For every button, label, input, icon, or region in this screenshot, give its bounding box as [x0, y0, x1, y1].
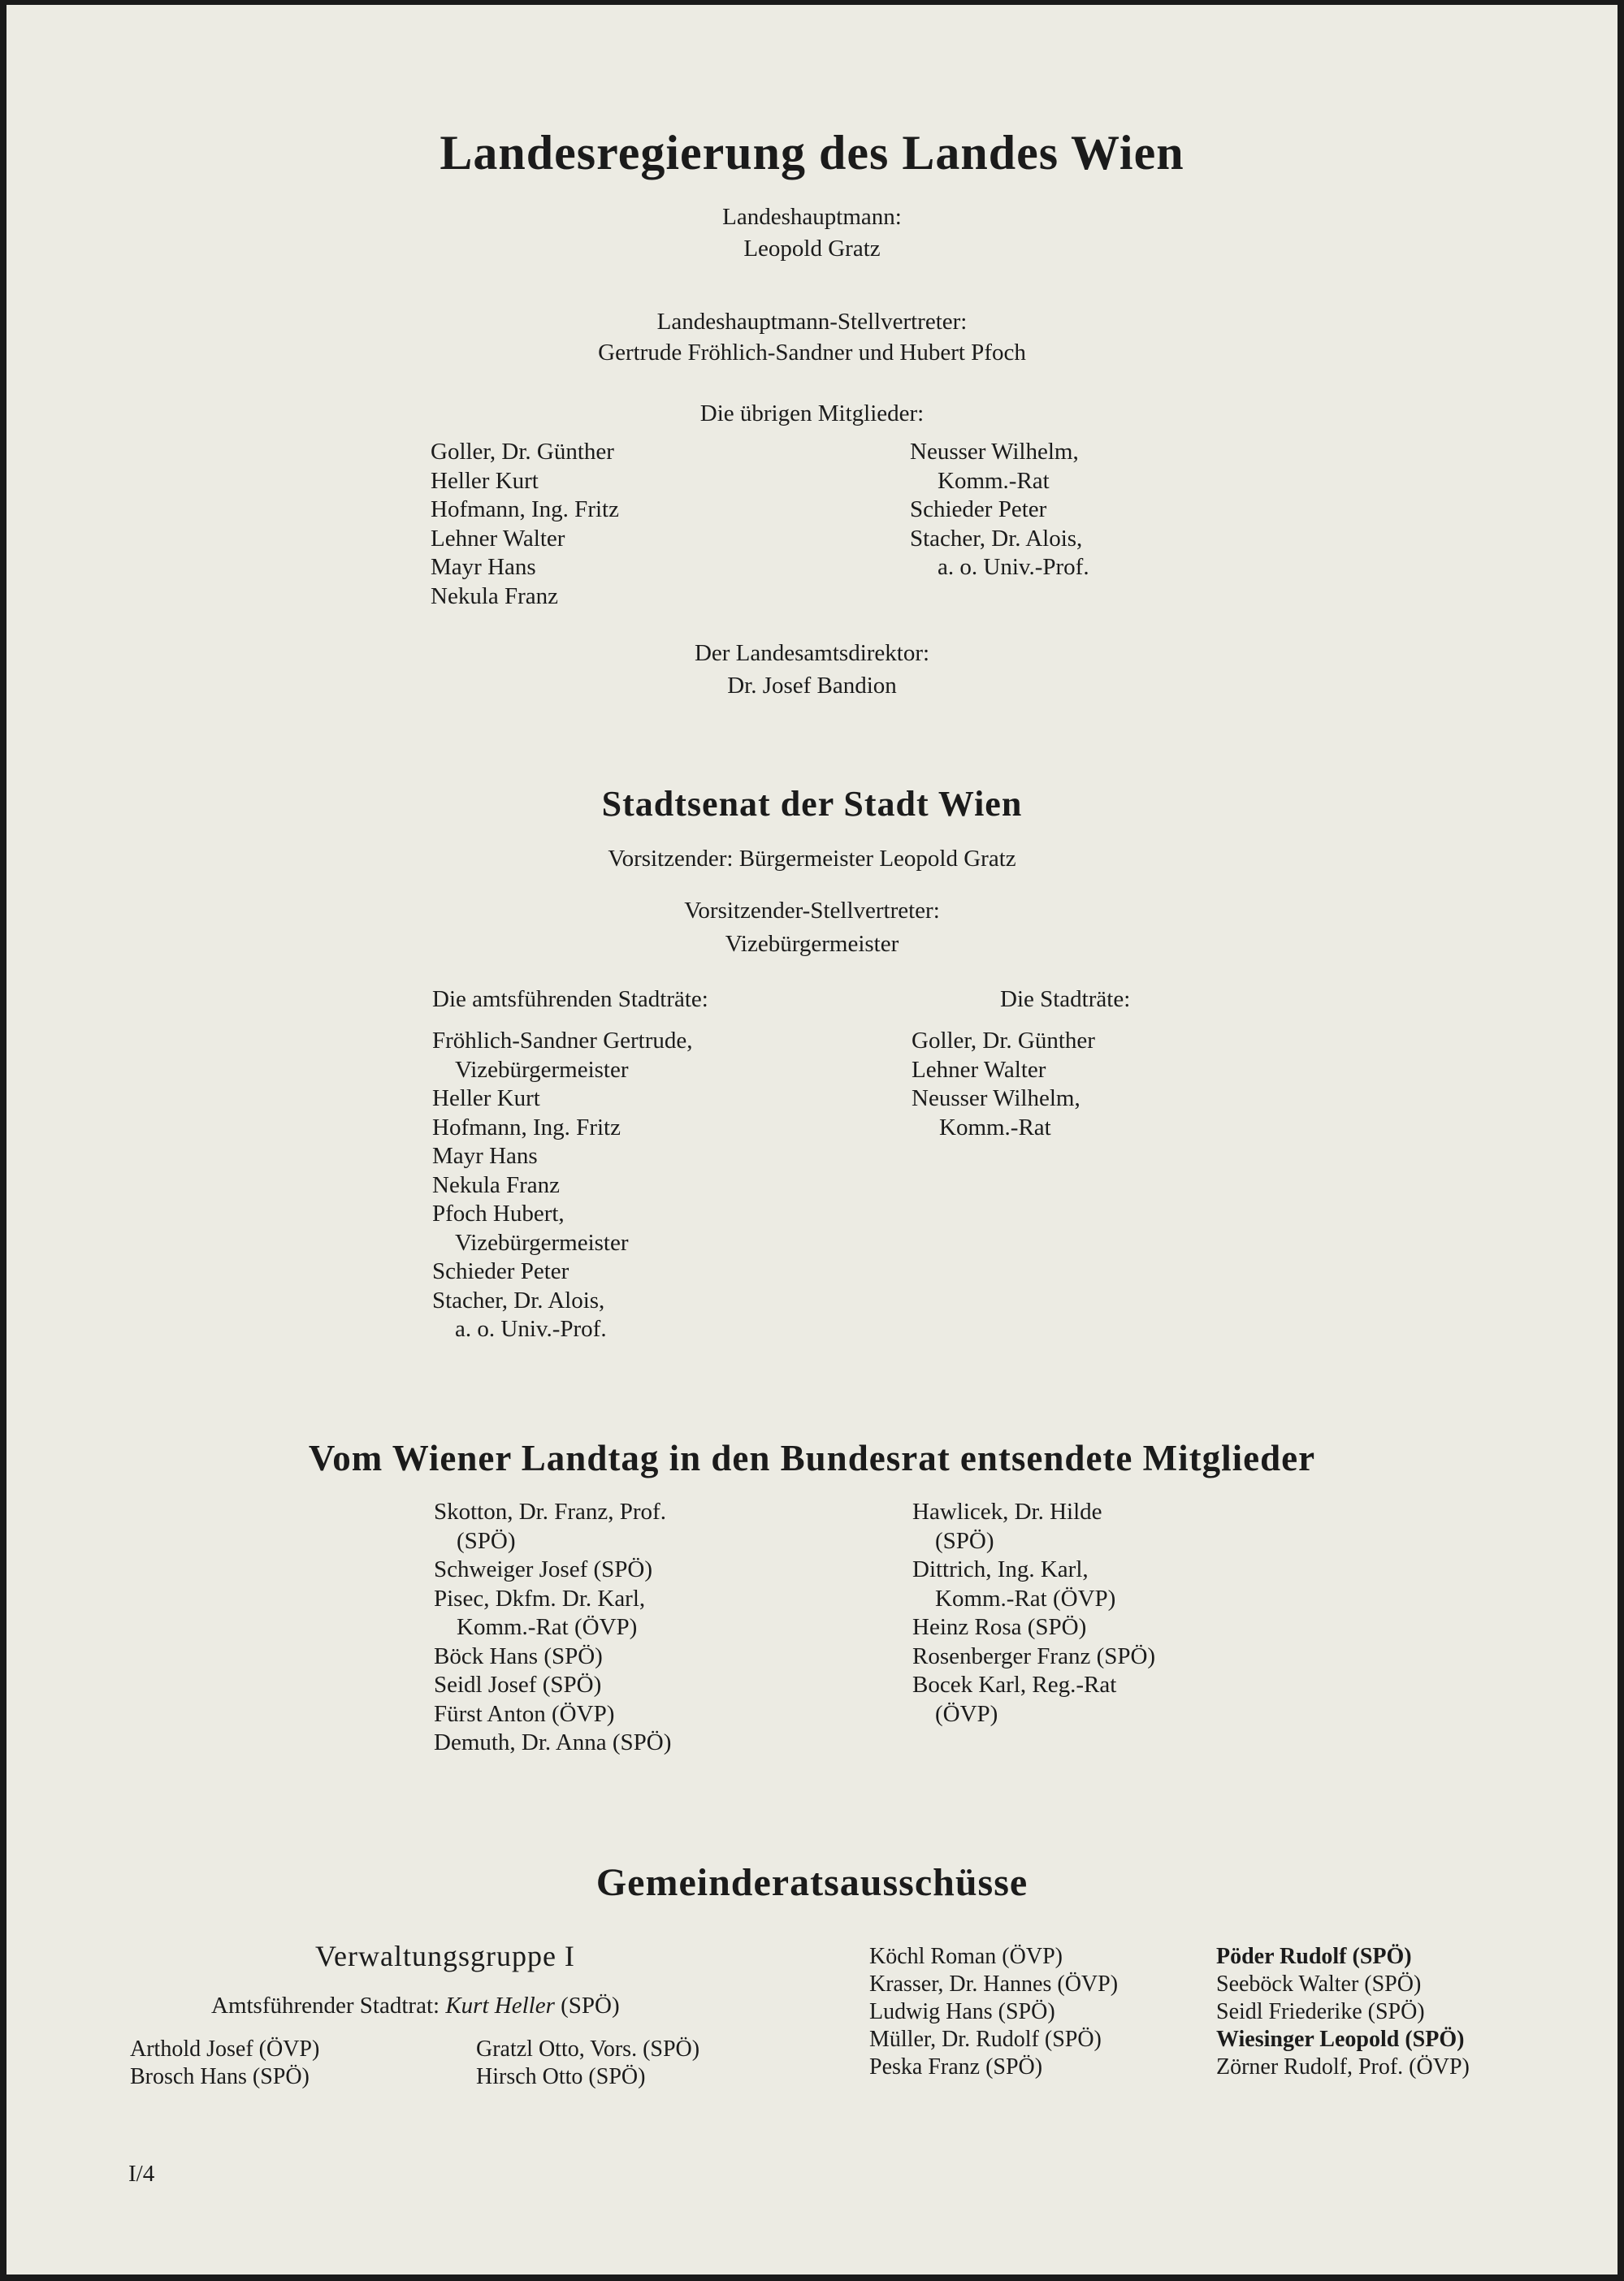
ausschuss-column-2 — [476, 2036, 699, 2091]
list-item: Peska Franz (SPÖ) — [869, 2054, 1043, 2080]
list-item: (ÖVP) — [935, 1700, 998, 1727]
stadtrat-prefix: Amtsführender Stadtrat: — [211, 1993, 446, 2019]
list-item: Hofmann, Ing. Fritz — [431, 496, 619, 522]
list-item: a. o. Univ.-Prof. — [938, 554, 1089, 580]
list-item: Vizebürgermeister — [455, 1229, 629, 1256]
list-item: Ludwig Hans (SPÖ) — [869, 1999, 1055, 2024]
amtsfuehrende-list — [432, 1027, 693, 1344]
list-item: Seidl Josef (SPÖ) — [434, 1672, 602, 1698]
stadtsenat-title: Stadtsenat der Stadt Wien — [601, 784, 1023, 824]
list-item: Lehner Walter — [912, 1056, 1046, 1083]
list-item: Seidl Friederike (SPÖ) — [1216, 1999, 1425, 2024]
list-item: Skotton, Dr. Franz, Prof. — [434, 1499, 666, 1525]
list-item: Komm.-Rat (ÖVP) — [457, 1614, 638, 1640]
amtsfuehrende-heading: Die amtsführenden Stadträte: — [432, 986, 708, 1012]
list-item: Lehner Walter — [431, 525, 565, 552]
list-item: Schweiger Josef (SPÖ) — [434, 1556, 653, 1582]
list-item: Rosenberger Franz (SPÖ) — [912, 1643, 1156, 1669]
list-item: Gratzl Otto, Vors. (SPÖ) — [476, 2036, 700, 2062]
list-item: a. o. Univ.-Prof. — [455, 1316, 607, 1342]
stadtsenat-vice-value: Vizebürgermeister — [725, 931, 899, 957]
list-item: Pöder Rudolf (SPÖ) — [1216, 1944, 1412, 1969]
bundesrat-title: Vom Wiener Landtag in den Bundesrat entsendete Mitglieder — [308, 1438, 1316, 1478]
list-item: Seeböck Walter (SPÖ) — [1216, 1972, 1422, 1997]
landesamtsdirektor-name: Dr. Josef Bandion — [727, 673, 897, 699]
list-item: Heller Kurt — [432, 1085, 540, 1111]
stadtraete-heading: Die Stadträte: — [1000, 986, 1131, 1012]
list-item: Bocek Karl, Reg.-Rat — [912, 1672, 1117, 1698]
stadtsenat-vice-label: Vorsitzender-Stellvertreter: — [684, 898, 940, 924]
landeshauptmann-name: Leopold Gratz — [743, 236, 881, 262]
list-item: (SPÖ) — [935, 1527, 994, 1554]
document-page — [6, 5, 1618, 2275]
list-item: Goller, Dr. Günther — [912, 1028, 1095, 1054]
lh-stellvertreter-names: Gertrude Fröhlich-Sandner und Hubert Pfoch — [598, 340, 1026, 366]
landesregierung-title: Landesregierung des Landes Wien — [440, 126, 1184, 180]
landesamtsdirektor-label: Der Landesamtsdirektor: — [694, 640, 930, 666]
list-item: Goller, Dr. Günther — [431, 439, 614, 465]
lh-stellvertreter-label: Landeshauptmann-Stellvertreter: — [656, 309, 968, 335]
members-right-list — [910, 438, 1089, 582]
page-number: I/4 — [128, 2161, 155, 2187]
list-item: Neusser Wilhelm, — [912, 1085, 1081, 1111]
list-item: Schieder Peter — [432, 1258, 569, 1284]
list-item: Wiesinger Leopold (SPÖ) — [1216, 2027, 1465, 2052]
list-item: Nekula Franz — [432, 1171, 561, 1198]
list-item: Vizebürgermeister — [455, 1056, 629, 1083]
list-item: (SPÖ) — [457, 1527, 516, 1554]
list-item: Köchl Roman (ÖVP) — [869, 1944, 1063, 1969]
list-item: Komm.-Rat — [939, 1114, 1051, 1140]
list-item: Müller, Dr. Rudolf (SPÖ) — [869, 2027, 1102, 2052]
stadtrat-party: (SPÖ) — [554, 1993, 620, 2019]
ausschuss-column-1 — [130, 2036, 319, 2091]
list-item: Pisec, Dkfm. Dr. Karl, — [434, 1585, 646, 1612]
list-item: Hofmann, Ing. Fritz — [432, 1114, 621, 1140]
list-item: Stacher, Dr. Alois, — [910, 525, 1083, 552]
ausschuss-column-3 — [869, 1943, 1118, 2081]
amtsfuehrender-stadtrat — [211, 1991, 620, 2020]
list-item: Mayr Hans — [432, 1143, 538, 1169]
stadtraete-list — [912, 1027, 1095, 1142]
list-item: Fröhlich-Sandner Gertrude, — [432, 1028, 693, 1054]
landeshauptmann-label: Landeshauptmann: — [722, 204, 902, 230]
members-label: Die übrigen Mitglieder: — [699, 400, 925, 426]
list-item: Hirsch Otto (SPÖ) — [476, 2064, 646, 2089]
list-item: Zörner Rudolf, Prof. (ÖVP) — [1216, 2054, 1470, 2080]
bundesrat-left-list — [434, 1498, 671, 1758]
list-item: Schieder Peter — [910, 496, 1047, 522]
list-item: Mayr Hans — [431, 554, 536, 580]
verwaltungsgruppe-title: Verwaltungsgruppe I — [315, 1940, 575, 1972]
list-item: Nekula Franz — [431, 582, 559, 609]
ausschuesse-title: Gemeinderatsausschüsse — [595, 1861, 1029, 1904]
list-item: Dittrich, Ing. Karl, — [912, 1556, 1089, 1582]
list-item: Heller Kurt — [431, 467, 539, 494]
bundesrat-right-list — [912, 1498, 1155, 1729]
list-item: Komm.-Rat (ÖVP) — [935, 1585, 1116, 1612]
members-left-list — [431, 438, 619, 611]
list-item: Böck Hans (SPÖ) — [434, 1643, 603, 1669]
list-item: Stacher, Dr. Alois, — [432, 1287, 605, 1314]
list-item: Neusser Wilhelm, — [910, 439, 1079, 465]
ausschuss-column-4 — [1216, 1943, 1470, 2081]
list-item: Heinz Rosa (SPÖ) — [912, 1614, 1087, 1640]
list-item: Pfoch Hubert, — [432, 1201, 565, 1227]
list-item: Fürst Anton (ÖVP) — [434, 1700, 615, 1727]
list-item: Arthold Josef (ÖVP) — [130, 2036, 320, 2062]
list-item: Krasser, Dr. Hannes (ÖVP) — [869, 1972, 1119, 1997]
list-item: Brosch Hans (SPÖ) — [130, 2064, 310, 2089]
list-item: Demuth, Dr. Anna (SPÖ) — [434, 1729, 672, 1755]
stadtsenat-chair: Vorsitzender: Bürgermeister Leopold Gratz — [608, 846, 1016, 872]
list-item: Komm.-Rat — [938, 467, 1050, 494]
stadtrat-name: Kurt Heller — [445, 1993, 555, 2019]
list-item: Hawlicek, Dr. Hilde — [912, 1499, 1102, 1525]
